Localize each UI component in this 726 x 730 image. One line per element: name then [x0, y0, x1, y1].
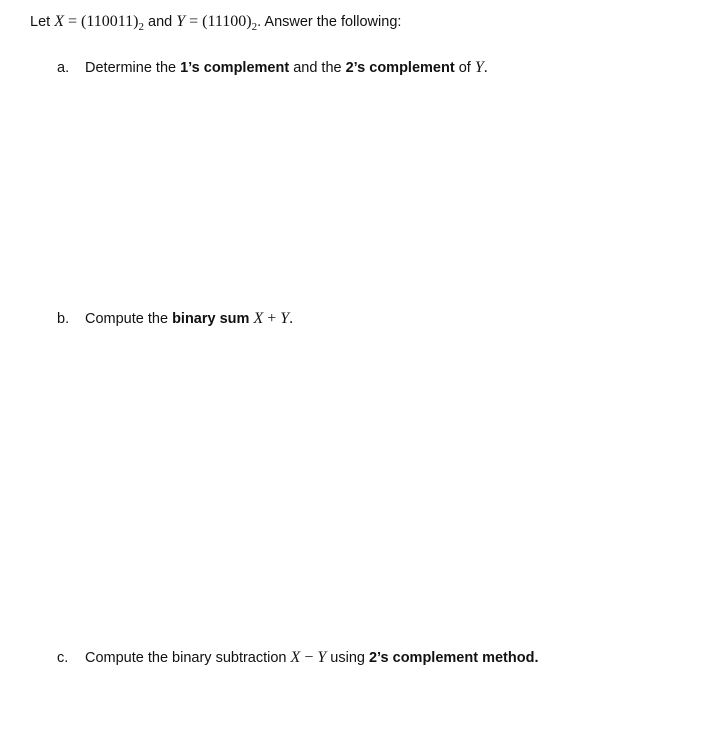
question-a-text-3: of — [454, 60, 475, 76]
question-c-marker: c. — [57, 650, 69, 666]
twos-complement-term: 2’s complement — [345, 60, 455, 76]
problem-statement — [30, 12, 401, 33]
let-text: Let — [30, 14, 51, 30]
question-a-end: . — [483, 59, 488, 76]
question-a-marker: a. — [57, 60, 70, 76]
question-b — [57, 309, 293, 329]
question-c-text-1: Compute the binary subtraction — [85, 650, 291, 666]
question-b-text-1: Compute the — [85, 311, 173, 327]
question-c-minus: − — [300, 649, 318, 666]
question-c-end: . — [534, 650, 539, 666]
x-value: = (110011) — [63, 13, 139, 30]
question-c — [57, 648, 538, 668]
question-a — [57, 58, 488, 78]
y-base-subscript: 2 — [251, 21, 258, 33]
question-b-end: . — [289, 310, 294, 327]
and-text: and — [143, 14, 177, 30]
question-a-text-2: and the — [289, 60, 346, 76]
y-variable: Y — [176, 13, 186, 30]
question-b-x: X — [253, 310, 264, 327]
question-a-text-1: Determine the — [85, 60, 181, 76]
ones-complement-term: 1’s complement — [180, 60, 290, 76]
question-b-y: Y — [280, 310, 290, 327]
x-variable: X — [54, 13, 64, 30]
question-c-text-2: using — [326, 650, 369, 666]
question-a-variable: Y — [474, 59, 484, 76]
binary-sum-term: binary sum — [172, 311, 250, 327]
x-base-subscript: 2 — [138, 21, 144, 33]
question-c-y: Y — [317, 649, 327, 666]
y-value: = (11100) — [185, 13, 252, 30]
instruction-text: . Answer the following: — [257, 14, 402, 30]
question-c-x: X — [290, 649, 301, 666]
twos-complement-method-term: 2’s complement method — [368, 650, 535, 666]
question-b-plus: + — [263, 310, 281, 327]
question-b-marker: b. — [57, 311, 70, 327]
